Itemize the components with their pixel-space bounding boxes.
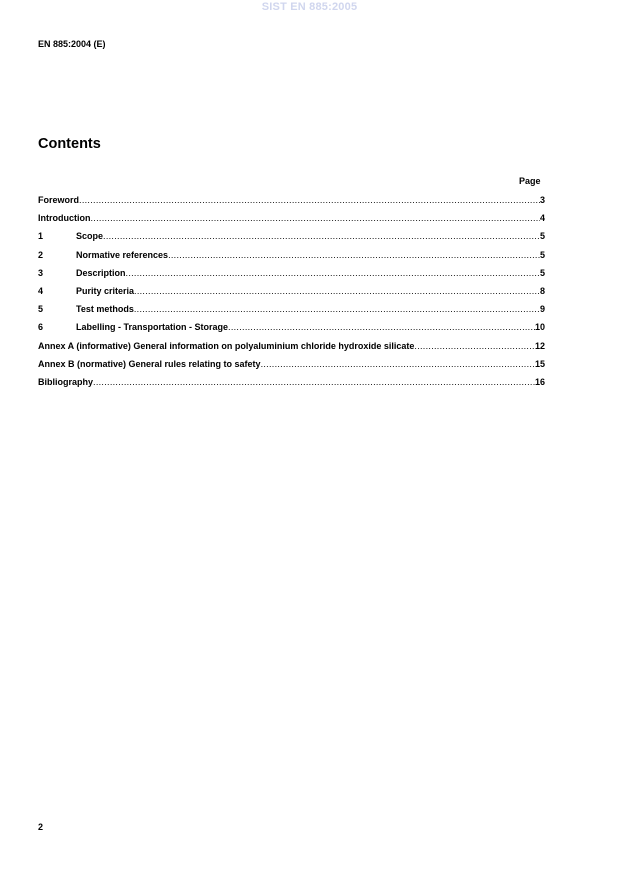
contents-heading: Contents [38, 136, 101, 152]
toc-entry-labelling[interactable] [38, 322, 545, 340]
dot-leader [126, 268, 540, 278]
toc-entry-purity-criteria[interactable] [38, 286, 545, 304]
toc-page: 16 [534, 376, 545, 387]
dot-leader [134, 286, 540, 296]
toc-title: Normative references [76, 249, 169, 260]
toc-entry-foreword[interactable] [38, 195, 545, 213]
dot-leader [103, 231, 540, 241]
toc-entry-annex-b[interactable] [38, 359, 545, 377]
toc-entry-annex-a[interactable] [38, 341, 545, 359]
toc-title: Bibliography [38, 376, 94, 387]
toc-page: 15 [534, 358, 545, 369]
toc-title: Foreword [38, 195, 80, 205]
toc-number: 5 [38, 304, 44, 315]
toc-title: Description [76, 267, 126, 278]
toc-page: 5 [539, 267, 545, 278]
toc-entry-description[interactable] [38, 268, 545, 286]
dot-leader [93, 377, 535, 387]
toc-page: 9 [539, 304, 545, 315]
watermark: SIST EN 885:2005 [261, 1, 358, 13]
dot-leader [414, 341, 535, 351]
toc-title: Purity criteria [76, 285, 135, 296]
page-column-header: Page [519, 176, 541, 186]
toc-page: 3 [539, 195, 545, 205]
toc-number: 6 [38, 322, 44, 333]
toc-entry-normative-references[interactable] [38, 250, 545, 268]
dot-leader [168, 250, 540, 260]
page-number: 2 [38, 822, 44, 832]
toc-page: 12 [534, 340, 545, 351]
toc-page: 10 [534, 322, 545, 333]
toc-title: Introduction [38, 213, 91, 224]
toc-title: Test methods [76, 304, 134, 315]
toc-entry-introduction[interactable] [38, 213, 545, 231]
document-id: EN 885:2004 (E) [38, 39, 106, 49]
toc-number: 3 [38, 267, 44, 278]
toc-page: 8 [539, 285, 545, 296]
toc-title: Annex B (normative) General rules relating to safety [38, 358, 261, 369]
dot-leader [261, 359, 535, 369]
toc-entry-bibliography[interactable] [38, 377, 545, 395]
toc-entry-test-methods[interactable] [38, 304, 545, 322]
toc-number: 2 [38, 249, 44, 260]
dot-leader [228, 322, 535, 332]
toc-title: Annex A (informative) General information on polyaluminium chloride hydroxide silicate [38, 340, 415, 351]
toc-page: 5 [539, 231, 545, 242]
dot-leader [79, 195, 540, 205]
dot-leader [134, 304, 540, 314]
toc-number: 1 [38, 231, 44, 242]
toc-title: Scope [76, 231, 104, 242]
toc-entry-scope[interactable] [38, 231, 545, 249]
table-of-contents [38, 195, 545, 395]
toc-number: 4 [38, 285, 44, 296]
dot-leader [91, 213, 540, 223]
toc-page: 5 [539, 249, 545, 260]
toc-title: Labelling - Transportation - Storage [76, 322, 229, 333]
toc-page: 4 [539, 213, 545, 224]
